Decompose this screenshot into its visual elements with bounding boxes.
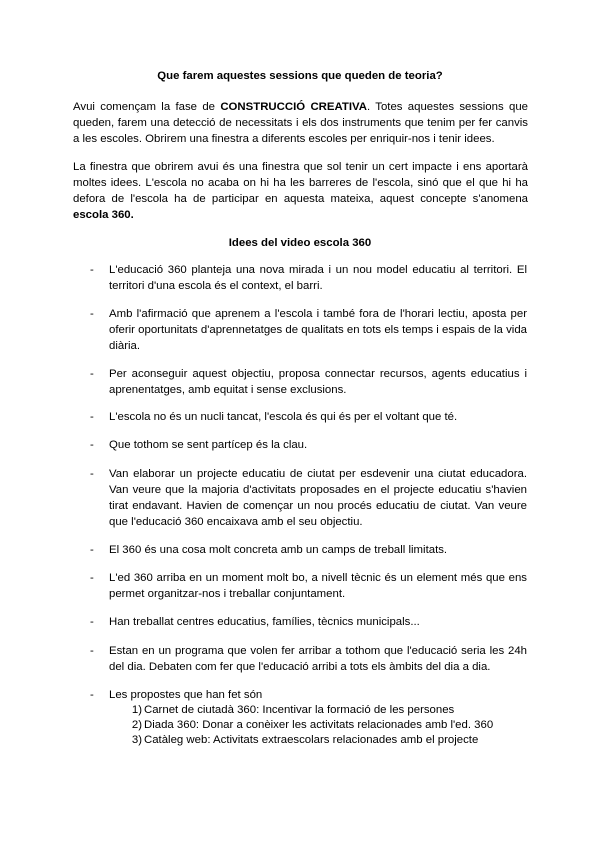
proposal-number: 1)	[131, 704, 142, 716]
bullet-dash: -	[90, 439, 94, 451]
list-item-text: Que tothom se sent partícep és la clau.	[109, 439, 308, 451]
list-item-text: L'escola no és un nucli tancat, l'escola és qui és per el voltant que té.	[109, 411, 458, 423]
proposal-text: Catàleg web: Activitats extraescolars relacionades amb el projecte	[144, 734, 479, 746]
bullet-dash: -	[90, 264, 94, 276]
section-subtitle: Idees del video escola 360	[228, 237, 372, 249]
bullet-dash: -	[90, 572, 94, 584]
bullet-dash: -	[90, 689, 94, 701]
proposal-number: 2)	[131, 719, 142, 731]
intro-paragraph	[73, 99, 528, 147]
list-item-text: Amb l'afirmació que aprenem a l'escola i també fora de l'horari lectiu, aposta per oferir oportunitats d'aprennetatges de qualitats en tots els temps i espais de la vida diària.	[109, 308, 527, 352]
list-item-text: El 360 és una cosa molt concreta amb un camps de treball limitats.	[109, 544, 448, 556]
bullet-dash: -	[90, 368, 94, 380]
list-item-text: Per aconseguir aquest objectiu, proposa connectar recursos, agents educatius i aprenentatges, amb equitat i sense exclusions.	[109, 368, 527, 396]
second-bold-phrase: escola 360.	[73, 209, 134, 221]
second-paragraph	[73, 159, 528, 223]
bullet-dash: -	[90, 411, 94, 423]
page-title: Que farem aquestes sessions que queden de teoria?	[157, 70, 443, 82]
list-item-text: Han treballat centres educatius, famílies, tècnics municipals...	[109, 616, 420, 628]
list-item-text: L'ed 360 arriba en un moment molt bo, a nivell tècnic és un element més que ens permet organitzar-nos i treballar conjuntament.	[109, 572, 527, 600]
proposal-number: 3)	[131, 734, 142, 746]
list-item-text: L'educació 360 planteja una nova mirada i un nou model educatiu al territori. El territori d'una escola és el context, el barri.	[109, 264, 527, 292]
proposal-text: Carnet de ciutadà 360: Incentivar la formació de les persones	[144, 704, 455, 716]
list-item-text: Les propostes que han fet són	[109, 689, 263, 701]
list-item-text: Estan en un programa que volen fer arribar a tothom que l'educació seria les 24h del dia. Debaten com fer que l'educació arribi a tots els àmbits del dia a dia.	[109, 645, 527, 673]
proposal-text: Diada 360: Donar a conèixer les activitats relacionades amb l'ed. 360	[144, 719, 494, 731]
list-item-text: Van elaborar un projecte educatiu de ciutat per esdevenir una ciutat educadora. Van veure que la majoria d'activitats proposades en el projecte educatiu s'havien tirat endavant. Havien de començar un nou procés educatiu de ciutat. Van veure que l'educació 360 encaixava amb el seu objectiu.	[109, 468, 527, 528]
intro-text-end: . Totes aquestes sessions que queden, farem una detecció de necessitats i els dos instruments que tenim per fer canvis a les escoles. Obrirem una finestra a diferents escoles per enriquir-nos i tenir idees.	[73, 101, 528, 145]
bullet-dash: -	[90, 544, 94, 556]
intro-bold-phrase: CONSTRUCCIÓ CREATIVA	[220, 101, 367, 113]
second-text: La finestra que obrirem avui és una finestra que sol tenir un cert impacte i ens aportarà moltes idees. L'escola no acaba on hi ha les barreres de l'escola, sinó que el que hi ha defora de l'escola ha de participar en aquesta mateixa, aquest concepte s'anomena	[73, 161, 528, 205]
bullet-dash: -	[90, 616, 94, 628]
bullet-dash: -	[90, 645, 94, 657]
bullet-dash: -	[90, 468, 94, 480]
bullet-dash: -	[90, 308, 94, 320]
intro-text-start: Avui començam la fase de	[73, 101, 221, 113]
